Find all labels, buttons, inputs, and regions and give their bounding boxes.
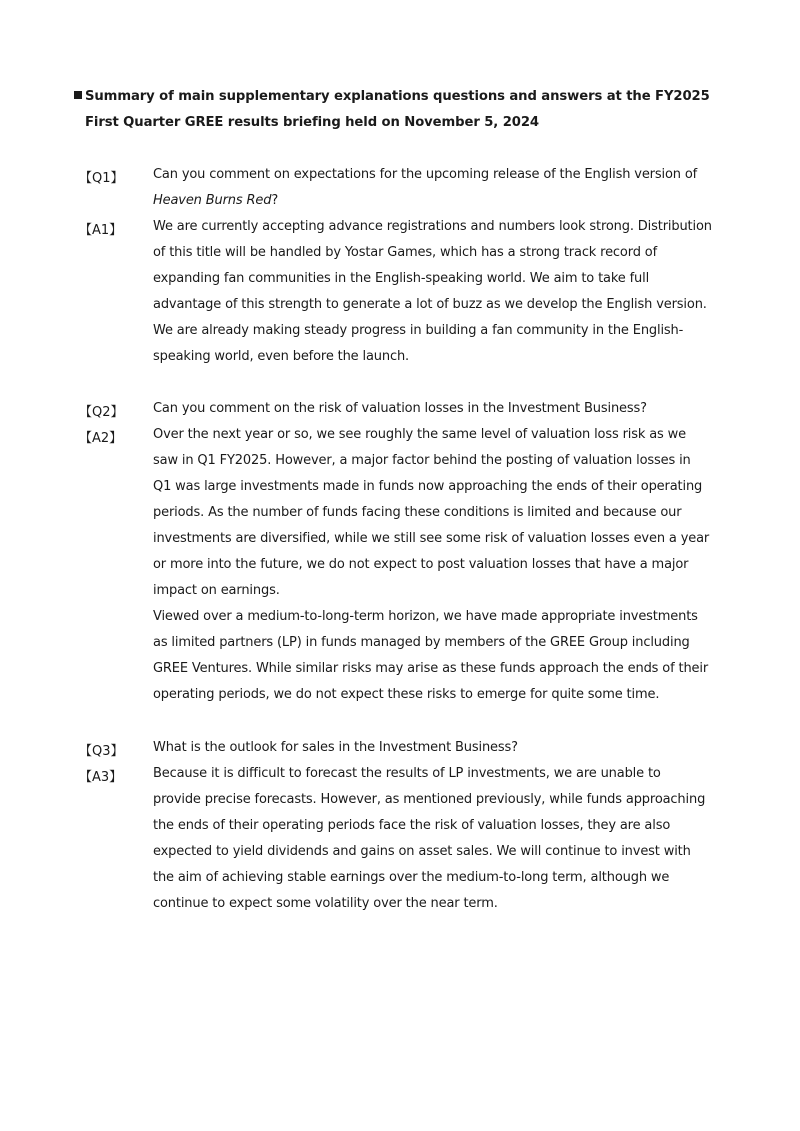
a3-line: expected to yield dividends and gains on asset sales. We will continue to invest with xyxy=(153,844,691,859)
a2-label: 【A2】 xyxy=(79,431,123,446)
game-title: Heaven Burns Red xyxy=(153,193,272,208)
a3-line: the aim of achieving stable earnings over the medium-to-long term, although we xyxy=(153,870,670,885)
a2-line: GREE Ventures. While similar risks may arise as these funds approach the ends of their xyxy=(153,661,709,676)
a2-line: impact on earnings. xyxy=(153,583,280,598)
a2-line: Viewed over a medium-to-long-term horizon, we have made appropriate investments xyxy=(153,609,698,624)
a2-line: Q1 was large investments made in funds now approaching the ends of their operating xyxy=(153,479,703,494)
a2-line: saw in Q1 FY2025. However, a major factor behind the posting of valuation losses in xyxy=(153,453,691,468)
a2-line: as limited partners (LP) in funds managed by members of the GREE Group including xyxy=(153,635,690,650)
a1-line: speaking world, even before the launch. xyxy=(153,349,410,364)
a2-line: investments are diversified, while we still see some risk of valuation losses even a year xyxy=(153,531,710,546)
q1-label: 【Q1】 xyxy=(79,171,124,186)
a1-line: We are already making steady progress in building a fan community in the English- xyxy=(153,323,684,338)
a3-line: Because it is difficult to forecast the results of LP investments, we are unable to xyxy=(153,766,661,781)
a3-line: provide precise forecasts. However, as mentioned previously, while funds approaching xyxy=(153,792,706,807)
a2-line: or more into the future, we do not expect to post valuation losses that have a major xyxy=(153,557,689,572)
q1-suffix: ? xyxy=(271,193,279,208)
a1-line: advantage of this strength to generate a lot of buzz as we develop the English version. xyxy=(153,297,707,312)
square-bullet-icon xyxy=(74,91,82,99)
q2-text: Can you comment on the risk of valuation losses in the Investment Business? xyxy=(153,401,647,416)
a2-line: Over the next year or so, we see roughly the same level of valuation loss risk as we xyxy=(153,427,686,442)
a1-line: of this title will be handled by Yostar Games, which has a strong track record of xyxy=(153,245,658,260)
a3-line: the ends of their operating periods face the risk of valuation losses, they are also xyxy=(153,818,671,833)
a1-label: 【A1】 xyxy=(79,223,123,238)
a1-line: expanding fan communities in the English-speaking world. We aim to take full xyxy=(153,271,650,286)
a1-line: We are currently accepting advance registrations and numbers look strong. Distribution xyxy=(153,219,712,234)
a3-label: 【A3】 xyxy=(79,770,123,785)
q1-text-line-2 xyxy=(153,193,278,208)
q3-label: 【Q3】 xyxy=(79,744,124,759)
heading-text-1: Summary of main supplementary explanations questions and answers at the FY2025 xyxy=(85,89,710,104)
heading-line-2: First Quarter GREE results briefing held on November 5, 2024 xyxy=(85,115,540,130)
a2-line: periods. As the number of funds facing these conditions is limited and because our xyxy=(153,505,682,520)
heading-line-1 xyxy=(74,89,710,104)
q3-text: What is the outlook for sales in the Investment Business? xyxy=(153,740,518,755)
a2-line: operating periods, we do not expect these risks to emerge for quite some time. xyxy=(153,687,660,702)
q2-label: 【Q2】 xyxy=(79,405,124,420)
q1-text: Can you comment on expectations for the upcoming release of the English version of xyxy=(153,167,698,182)
a3-line: continue to expect some volatility over the near term. xyxy=(153,896,498,911)
